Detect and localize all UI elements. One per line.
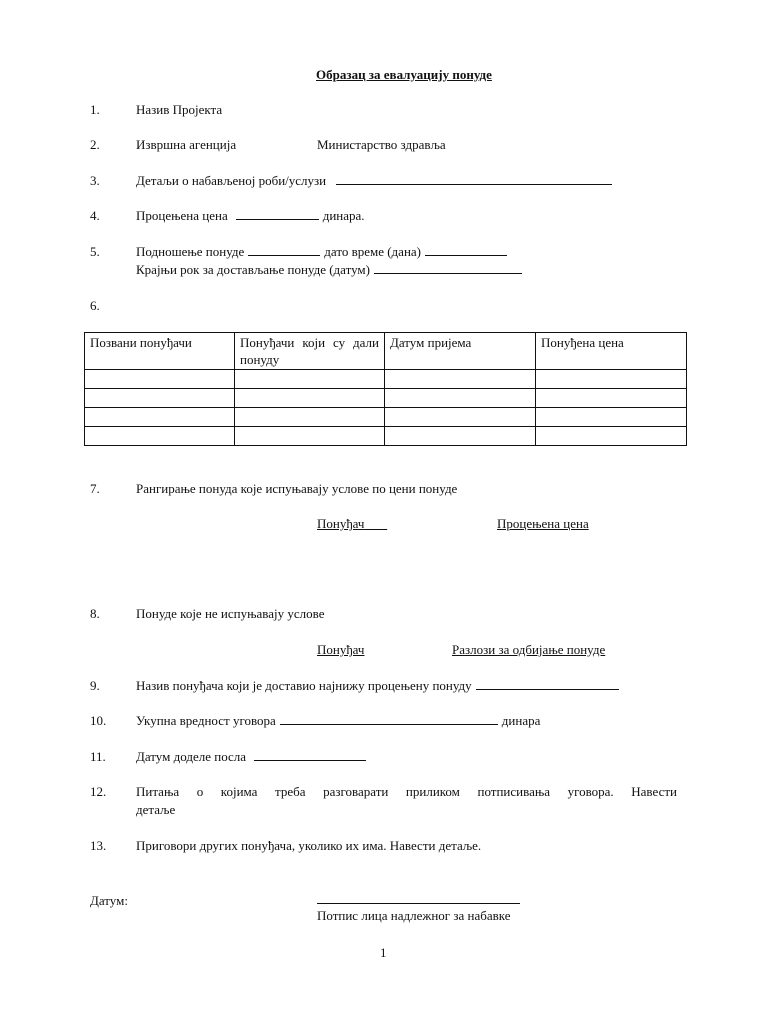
item-number: 7. xyxy=(90,481,100,496)
item-number: 11. xyxy=(90,749,106,764)
estimated-price-blank[interactable] xyxy=(236,207,319,220)
page-number: 1 xyxy=(380,945,387,960)
item-offer-submission: Подношење понуде дато време (дана) xyxy=(136,243,511,260)
item-executing-agency: Извршна агенција xyxy=(136,137,237,152)
item-contract-value: Укупна вредност уговора динара xyxy=(136,713,541,728)
item-discussion-topics-cont: детаље xyxy=(136,802,176,817)
days-blank[interactable] xyxy=(425,243,507,256)
item-goods-details: Детаљи о набављеној роби/услузи xyxy=(136,172,616,189)
table-header-row xyxy=(85,333,687,370)
offers-table xyxy=(84,332,687,446)
table-row xyxy=(85,408,687,427)
item-discussion-topics: Питања о којима треба разговарати приликом потписивања уговора. Навести xyxy=(136,784,677,799)
item-lowest-bidder: Назив понуђача који је доставио најнижу процењену понуду xyxy=(136,677,623,694)
item-number: 3. xyxy=(90,173,100,188)
table-cell[interactable] xyxy=(385,427,536,446)
item-estimated-price: Процењена цена динара. xyxy=(136,208,365,223)
item-number: 2. xyxy=(90,137,100,152)
table-header-cell: Позвани понуђачи xyxy=(85,333,235,370)
item-nonqualifying: Понуде које не испуњавају услове xyxy=(136,606,325,621)
ranking-col-price: Процењена цена xyxy=(497,516,589,531)
executing-agency-value: Министарство здравља xyxy=(317,137,446,152)
table-header-cell: Датум пријема xyxy=(385,333,536,370)
table-row xyxy=(85,427,687,446)
item-number: 6. xyxy=(90,298,100,313)
table-cell[interactable] xyxy=(385,389,536,408)
lowest-bidder-blank[interactable] xyxy=(476,677,619,690)
item-project-name: Назив Пројекта xyxy=(136,102,223,117)
table-cell[interactable] xyxy=(85,408,235,427)
table-header-cell: Понуђачи који су дали понуду xyxy=(235,333,385,370)
table-cell[interactable] xyxy=(235,427,385,446)
date-label: Датум: xyxy=(90,893,128,908)
form-title: Образац за евалуацију понуде xyxy=(316,67,492,82)
signature-label: Потпис лица надлежног за набавке xyxy=(317,908,511,923)
table-cell[interactable] xyxy=(235,389,385,408)
table-cell[interactable] xyxy=(385,370,536,389)
item-deadline: Крајњи рок за достављање понуде (датум) xyxy=(136,261,526,278)
item-number: 13. xyxy=(90,838,107,853)
ranking-col-bidder: Понуђач xyxy=(317,516,365,531)
signature-line[interactable] xyxy=(317,903,520,904)
table-cell[interactable] xyxy=(536,389,687,408)
item-number: 10. xyxy=(90,713,107,728)
item-number: 9. xyxy=(90,678,100,693)
item-number: 8. xyxy=(90,606,100,621)
contract-value-blank[interactable] xyxy=(280,712,498,725)
nonqualifying-col-bidder: Понуђач xyxy=(317,642,365,657)
nonqualifying-col-reasons: Разлози за одбијање понуде xyxy=(452,642,606,657)
table-cell[interactable] xyxy=(85,370,235,389)
deadline-blank[interactable] xyxy=(374,261,522,274)
item-number: 4. xyxy=(90,208,100,223)
item-number: 12. xyxy=(90,784,107,799)
table-cell[interactable] xyxy=(85,389,235,408)
table-cell[interactable] xyxy=(536,408,687,427)
table-header-cell: Понуђена цена xyxy=(536,333,687,370)
item-ranking: Рангирање понуда које испуњавају услове по цени понуде xyxy=(136,481,458,496)
table-cell[interactable] xyxy=(385,408,536,427)
table-cell[interactable] xyxy=(536,370,687,389)
goods-details-blank[interactable] xyxy=(336,172,612,185)
table-cell[interactable] xyxy=(235,408,385,427)
item-number: 5. xyxy=(90,244,100,259)
item-number: 1. xyxy=(90,102,100,117)
submission-blank[interactable] xyxy=(248,243,320,256)
item-award-date: Датум доделе посла xyxy=(136,748,370,765)
item-objections: Приговори других понуђача, уколико их има. Навести детаље. xyxy=(136,838,482,853)
table-cell[interactable] xyxy=(536,427,687,446)
award-date-blank[interactable] xyxy=(254,748,366,761)
table-row xyxy=(85,370,687,389)
table-cell[interactable] xyxy=(85,427,235,446)
table-cell[interactable] xyxy=(235,370,385,389)
table-row xyxy=(85,389,687,408)
